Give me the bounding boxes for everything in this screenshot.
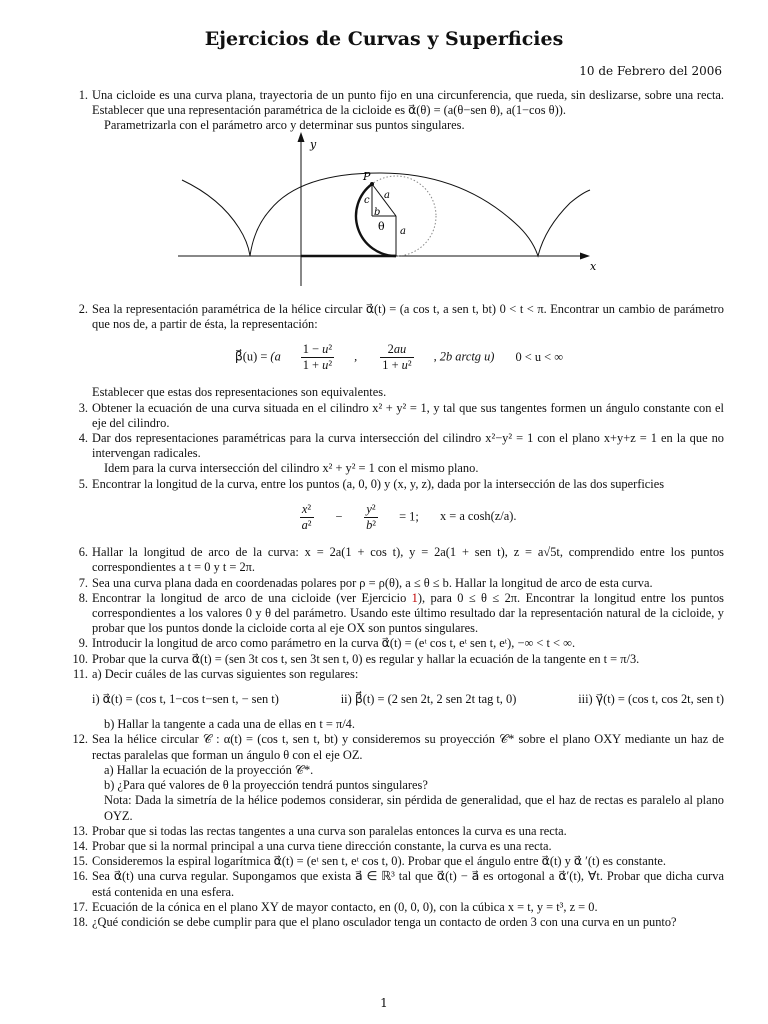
exercise-16: 16. Sea α⃗(t) una curva regular. Supongamos que exista a⃗ ∈ ℝ³ tal que α⃗(t) − a⃗ es ortogonal a α⃗′(t), ∀t. Probar que dicha curva está contenida en una esfera. bbox=[72, 869, 724, 899]
exercise-1: 1. Una cicloide es una curva plana, trayectoria de un punto fijo en una circunferencia, que rueda, sin deslizarse, sobre una recta. Establecer que una representación paramétrica de la cicloide es α⃗(θ) = (a(θ−sen θ), a(1−cos θ)). Parametrizarla con el parámetro arco y determinar sus puntos singulares. bbox=[78, 88, 724, 133]
exercise-1-text: Una cicloide es una curva plana, trayectoria de un punto fijo en una circunferencia, que rueda, sin deslizarse, sobre una recta. Establecer que una representación paramétrica de la cicloide es α⃗(θ) = (a(θ−sen θ), a(1−cos θ)). bbox=[92, 88, 724, 118]
label-theta: θ bbox=[378, 220, 385, 233]
exercise-2-text: Sea la representación paramétrica de la hélice circular α⃗(t) = (a cos t, a sen t, bt) 0 < t < π. Encontrar un cambio de parámetro que nos de, a partir de ésta, la representación: bbox=[92, 301, 724, 331]
exercise-1-text2: Parametrizarla con el parámetro arco y determinar sus puntos singulares. bbox=[104, 118, 465, 133]
exercise-3: 3. Obtener la ecuación de una curva situada en el cilindro x² + y² = 1, y tal que sus tangentes formen un ángulo constante con el eje del cilindro. bbox=[78, 400, 724, 430]
exercise-8: 8. Encontrar la longitud de arco de una cicloide (ver Ejercicio 1), para 0 ≤ θ ≤ 2π. Encontrar la longitud entre los puntos correspondientes a los valores 0 y θ del parámetro. Usando este último resultado dar la representación natural de la cicloide, y probar que los puntos donde la cicloide corta al eje OX son puntos singulares. bbox=[78, 590, 724, 636]
beta-formula: β⃗(u) = (a $\frac{\text{1 − u²}}{\text{1 + u²}}$ , $\frac{2au}{\text{1 + u²}}$ , 2b arctg u) 0 < u < ∞ bbox=[234, 342, 564, 373]
exercise-4: 4. Dar dos representaciones paramétricas para la curva intersección del cilindro x²−y² = 1 con el plano x+y+z = 1 en la que no intervengan radicales. Idem para la curva intersección del cilindro x² + y² = 1 con el mismo plano. bbox=[78, 431, 724, 476]
label-a-vertical: a bbox=[400, 226, 406, 237]
label-p: P bbox=[363, 170, 371, 183]
exercise-17: 17. Ecuación de la cónica en el plano XY de mayor contacto, en (0, 0, 0), con la cúbica x = t, y = t³, z = 0. bbox=[72, 899, 598, 914]
exercise-7: 7. Sea una curva plana dada en coordenadas polares por ρ = ρ(θ), a ≤ θ ≤ b. Hallar la longitud de arco de esta curva. bbox=[78, 575, 653, 590]
exercise-9: 9. Introducir la longitud de arco como parámetro en la curva α⃗(t) = (eᵗ cos t, eᵗ sen t, eᵗ), −∞ < t < ∞. bbox=[78, 636, 576, 651]
exercise-18: 18. ¿Qué condición se debe cumplir para que el plano osculador tenga un contacto de orden 3 con una curva en un punto? bbox=[72, 914, 677, 929]
exercise-15: 15. Consideremos la espiral logarítmica α⃗(t) = (eᵗ sen t, eᵗ cos t, 0). Probar que el ángulo entre α⃗(t) y α⃗ ′(t) es constante. bbox=[72, 854, 666, 869]
label-c: c bbox=[364, 195, 370, 206]
label-a-radius: a bbox=[384, 190, 390, 201]
label-x: x bbox=[590, 260, 597, 273]
hyperbola-formula: $\frac{\text{x²}}{\text{a²}}$ − $\frac{\text{y²}}{\text{b²}}$ = 1; x = a cosh(z/a). bbox=[301, 501, 517, 533]
exercise-10: 10. Probar que la curva α⃗(t) = (sen 3t cos t, sen 3t sen t, 0) es regular y hallar la ecuación de la tangente en t = π/3. bbox=[72, 651, 640, 666]
exercise-11-curves: i) α⃗(t) = (cos t, 1−cos t−sen t, − sen t) ii) β⃗(t) = (2 sen 2t, 2 sen 2t tag t, 0) iii) γ⃗(t) = (cos t, cos 2t, sen t) bbox=[92, 692, 724, 707]
exercise-1-link[interactable]: 1 bbox=[411, 590, 418, 605]
document-title: Ejercicios de Curvas y Superficies bbox=[204, 28, 564, 50]
label-b: b bbox=[374, 207, 381, 218]
document-date: 10 de Febrero del 2006 bbox=[579, 64, 722, 78]
exercise-6: 6. Hallar la longitud de arco de la curva: x = 2a(1 + cos t), y = 2a(1 + sen t), z = a√5t, comprendido entre los puntos correspondientes a t = 0 y t = 2π. bbox=[78, 545, 724, 575]
exercise-12: 12. Sea la hélice circular 𝒞 : α(t) = (cos t, sen t, bt) y consideremos su proyección 𝒞* sobre el plano OXY mediante un haz de rectas paralelas que forman un ángulo θ con el eje OZ. a) Hallar la ecuación de la proyección 𝒞*. b) ¿Para qué valores de θ la proyección tendrá puntos singulares? Nota: Dada la simetría de la hélice podemos considerar, sin pérdida de generalidad, que el haz de rectas es paralelo al plano OYZ. bbox=[72, 732, 724, 823]
label-y: y bbox=[310, 138, 317, 151]
exercise-14: 14. Probar que si la normal principal a una curva tiene dirección constante, la curva es una recta. bbox=[72, 838, 552, 853]
exercise-5: 5. Encontrar la longitud de la curva, entre los puntos (a, 0, 0) y (x, y, z), dada por la intersección de las dos superficies $\frac{\text{x²}}{\text{a²}}$ − $\frac{\text{y²}}{\text{b²}}$ = 1; x = a cosh(z/a). bbox=[44, 477, 724, 546]
exercise-13: 13. Probar que si todas las rectas tangentes a una curva son paralelas entonces la curva es una recta. bbox=[72, 823, 567, 838]
exercise-11: 11. a) Decir cuáles de las curvas siguientes son regulares: bbox=[72, 666, 359, 681]
page-number: 1 bbox=[380, 996, 388, 1010]
exercise-list: 1. Una cicloide es una curva plana, trayectoria de un punto fijo en una circunferencia, que rueda, sin deslizarse, sobre una recta. Establecer que una representación paramétrica de la cicloide es α⃗(θ) = (a(θ−sen θ), a(1−cos θ)). Parametrizarla con el parámetro arco y determinar sus puntos singulares. 2. Sea la representación paramétrica de la hélice circular α⃗(t) = (a cos t, a sen t, bt) 0 < t < π. Encontrar un cambio de parámetro que nos de, a partir de ésta, la representación: β⃗(u) = (a $\frac{\text{1 − u²}}{\text{1 + u²}}$ , $\frac{2au}{\text{1 + u²}}$ , 2b arctg u) 0 < u < ∞ Establecer que estas dos representaciones son equivalentes. 3. Obtener la ecuación de una curva situada en el cilindro x² + y² = 1, y tal que sus tangentes formen un ángulo constante con el eje del cilindro. 4. Dar dos representaciones paramétricas para la curva intersección del cilindro x²−y² = 1 con el plano x+y+z = 1 en la que no intervengan radicales. Idem para la curva intersección del cilindro x² + y² = 1 con el mismo plano. 5. Encontrar la longitud de la curva, entre los puntos (a, 0, 0) y (x, y, z), dada por la intersección de las dos superficies $\frac{\text{x²}}{\text{a²}}$ − $\frac{\text{y²}}{\text{b²}}$ = 1; x = a cosh(z/a). 6. Hallar la longitud de arco de la curva: x = 2a(1 + cos t), y = 2a(1 + sen t), z = a√5t, comprendido entre los puntos correspondientes a t = 0 y t = 2π. 7. Sea una curva plana dada en coordenadas polares por ρ = ρ(θ), a ≤ θ ≤ b. Hallar la longitud de arco de esta curva. 8. Encontrar la longitud de arco de una cicloide (ver Ejercicio 1), para 0 ≤ θ ≤ 2π. Encontrar la longitud entre los puntos correspondientes a los valores 0 y θ del parámetro. Usando este último resultado dar la representación natural de la cicloide, y probar que los puntos donde la cicloide corta al eje OX son puntos singulares. 9. Introducir la longitud de arco como parámetro en la curva α⃗(t) = (eᵗ cos t, eᵗ sen t, eᵗ), −∞ < t < ∞. 10. Probar que la curva α⃗(t) = (sen 3t cos t, sen 3t sen t, 0) es regular y hallar la ecuación de la tangente en t = π/3. 11. a) Decir cuáles de las curvas siguientes son regulares: i) α⃗(t) = (cos t, 1−cos t−sen t, − sen t) ii) β⃗(t) = (2 sen 2t, 2 sen 2t tag t, 0) iii) γ⃗(t) = (cos t, cos 2t, sen t) b) Hallar la tangente a cada una de ellas en t = π/4. 12. Sea la hélice circular 𝒞 : α(t) = (cos t, sen t, bt) y consideremos su proyección 𝒞* sobre el plano OXY mediante un haz de rectas paralelas que forman un ángulo θ con el eje OZ. a) Hallar la ecuación de la proyección 𝒞*. b) ¿Para qué valores de θ la proyección tendrá puntos singulares? Nota: Dada la simetría de la hélice podemos considerar, sin pérdida de generalidad, que el haz de rectas es paralelo al plano OYZ. 13. Probar que si todas las rectas tangentes a una curva son paralelas entonces la curva es una recta. 14. Probar que si la normal principal a una curva tiene dirección constante, la curva es una recta. 15. Consideremos la espiral logarítmica α⃗(t) = (eᵗ sen t, eᵗ cos t, 0). Probar que el ángulo entre α⃗(t) y α⃗ ′(t) es constante. 16. Sea α⃗(t) una curva regular. Supongamos que exista a⃗ ∈ ℝ³ tal que α⃗(t) − a⃗ es ortogonal a α⃗′(t), ∀t. Probar que dicha curva está contenida en una esfera. 17. Ecuación de la cónica en el plano XY de mayor contacto, en (0, 0, 0), con la cúbica x = t, y = t³, z = 0. 18. ¿Qué condición se debe cumplir para que el plano osculador tenga un contacto de orden 3 con una curva en un punto? bbox=[44, 88, 724, 930]
exercise-2: 2. Sea la representación paramétrica de la hélice circular α⃗(t) = (a cos t, a sen t, bt) 0 < t < π. Encontrar un cambio de parámetro que nos de, a partir de ésta, la representación: β⃗(u) = (a $\frac{\text{1 − u²}}{\text{1 + u²}}$ , $\frac{2au}{\text{1 + u²}}$ , 2b arctg u) 0 < u < ∞ Establecer que estas dos representaciones son equivalentes. bbox=[78, 301, 724, 400]
exercise-2-text2: Establecer que estas dos representaciones son equivalentes. bbox=[92, 385, 387, 400]
